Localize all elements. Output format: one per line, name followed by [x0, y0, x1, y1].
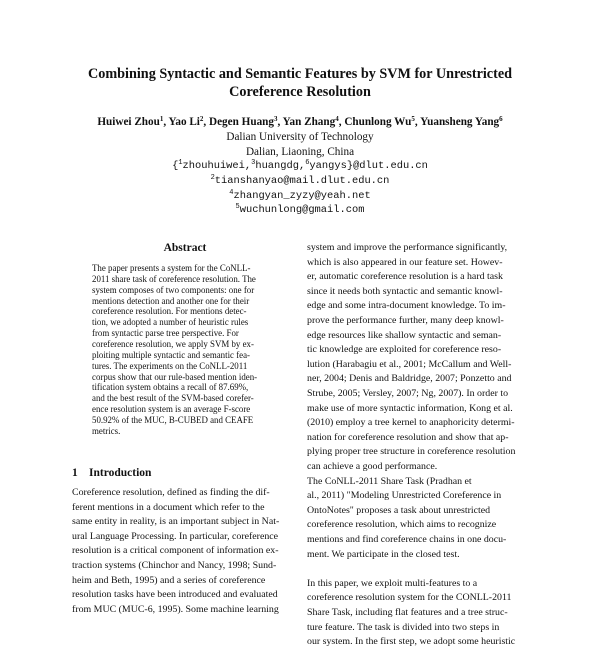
title-line-1: Combining Syntactic and Semantic Features by SVM for Unrestricted — [87, 66, 513, 82]
text-line: plying proper tree structure in coreference resolution — [307, 446, 516, 458]
text-line: The paper presents a system for the CoNLL- — [92, 263, 251, 273]
text-line: which is also appeared in our feature set. Howev- — [307, 256, 503, 268]
text-line: make use of more syntactic information, Kong et al. — [307, 402, 513, 414]
section-heading — [72, 466, 151, 480]
text-line: Coreference resolution, defined as finding the dif- — [72, 487, 270, 498]
text-line: edge resources like shallow syntactic and seman- — [307, 329, 502, 341]
text-line: metrics. — [92, 425, 121, 436]
email-line: $^5$wuchunlong@gmail.com — [235, 203, 365, 216]
paper-title — [60, 65, 540, 101]
text-line: tures. The experiments on the CoNLL-2011 — [92, 360, 248, 371]
text-line: ural Language Processing. In particular, coreference — [72, 530, 279, 542]
text-line: ment. We participate in the closed test. — [307, 548, 460, 560]
text-line: ner, 2004; Denis and Baldridge, 2007; Ponzetto and — [307, 373, 512, 385]
section-title: Introduction — [89, 467, 152, 479]
text-line: system and improve the performance significantly, — [307, 242, 508, 253]
abstract-heading: Abstract — [163, 242, 207, 254]
text-line: coreference resolution. For mentions detec- — [92, 306, 247, 317]
text-line: nation for coreference resolution and show that ap- — [307, 431, 509, 443]
text-line: tification system obtains a recall of 87.69%, — [92, 382, 249, 393]
text-line: coreference resolution, which aims to recognize — [307, 519, 497, 531]
text-line: traction systems (Chinchor and Nancy, 1998; Sund- — [72, 560, 277, 571]
text-line: Strube, 2005; Versley, 2007; Ng, 2007). In order to — [307, 388, 509, 399]
text-line: coreference resolution, we apply SVM by ex- — [92, 338, 254, 349]
author-list: Huiwei Zhou$^1$, Yao Li$^2$, Degen Huang$^3$, Yan Zhang$^4$, Chunlong Wu$^5$, Yuansheng Yang$^6$ — [97, 115, 503, 128]
text-line: 2011 share task of coreference resolution. The — [92, 273, 256, 284]
text-line: from MUC (MUC-6, 1995). Some machine learning — [72, 603, 279, 615]
text-line: tion, we adopted a number of heuristic rules — [92, 317, 249, 328]
email-line: {$^1$zhouhuiwei,$^3$huangdg,$^6$yangys}@dlut.edu.cn — [172, 159, 428, 172]
title-line-2: Coreference Resolution — [229, 84, 371, 100]
text-line: lution (Harabagiu et al., 2001; McCallum and Well- — [307, 358, 512, 370]
text-line: can achieve a good performance. — [307, 461, 438, 472]
author-name: Yuansheng Yang — [420, 116, 500, 128]
text-line: and the best result of the SVM-based corefer- — [92, 393, 254, 404]
author-name: Yao Li — [168, 116, 200, 128]
author-name: Degen Huang — [209, 116, 274, 128]
text-line: In this paper, we exploit multi-features to a — [307, 577, 478, 589]
text-line: al., 2011) "Modeling Unrestricted Coreference in — [307, 490, 502, 502]
institution: Dalian University of Technology — [226, 131, 374, 143]
text-line: ence resolution system is an average F-score — [92, 404, 251, 414]
text-line: The CoNLL-2011 Share Task (Pradhan et — [307, 475, 472, 487]
section-number: 1 — [72, 467, 78, 479]
text-line: heim and Beth, 1995) and a series of coreference — [72, 574, 266, 586]
text-line: from syntactic parse tree perspective. For — [92, 328, 239, 339]
text-line: prove the performance further, many deep knowl- — [307, 315, 504, 326]
text-line: since it needs both syntactic and semantic knowl- — [307, 285, 503, 297]
text-line: resolution is a critical component of information ex- — [72, 545, 279, 557]
author-name: Chunlong Wu — [344, 116, 412, 128]
text-line: edge and some intra-document knowledge. To im- — [307, 300, 506, 312]
text-line: system composes of two components: one for — [92, 284, 255, 295]
text-line: Share Task, including flat features and a tree struc- — [307, 607, 508, 618]
location: Dalian, Liaoning, China — [245, 146, 355, 158]
text-line: ferent mentions in a document which refer to the — [72, 501, 265, 513]
text-line: resolution tasks have been introduced and evaluated — [72, 589, 278, 601]
email-line: $^4$zhangyan_zyzy@yeah.net — [229, 189, 371, 202]
author-name: Yan Zhang — [282, 116, 336, 128]
text-line: same entity in reality, is an important subject in Nat- — [72, 516, 280, 528]
text-line: corpus show that our rule-based mention iden- — [92, 371, 258, 382]
text-line: mentions detection and another one for their — [92, 295, 250, 306]
text-line: our system. In the first step, we adopt some heuristic — [307, 636, 516, 648]
text-line: tic knowledge are exploited for coreference reso- — [307, 344, 502, 356]
text-line: 50.92% of the MUC, B-CUBED and CEAFE — [92, 414, 254, 425]
text-line: (2010) employ a tree kernel to anaphoricity determi- — [307, 417, 515, 429]
text-line: coreference resolution system for the CONLL-2011 — [307, 592, 512, 604]
email-line: $^2$tianshanyao@mail.dlut.edu.cn — [210, 174, 390, 187]
text-line: OntoNotes" proposes a task about unrestricted — [307, 504, 491, 516]
text-line: mentions and find coreference chains in one docu- — [307, 534, 507, 545]
author-name: Huiwei Zhou — [97, 116, 160, 128]
text-line: er, automatic coreference resolution is a hard task — [307, 271, 503, 283]
text-line: ture feature. The task is divided into two steps in — [307, 621, 500, 633]
text-line: ploiting multiple syntactic and semantic fea- — [92, 349, 250, 360]
